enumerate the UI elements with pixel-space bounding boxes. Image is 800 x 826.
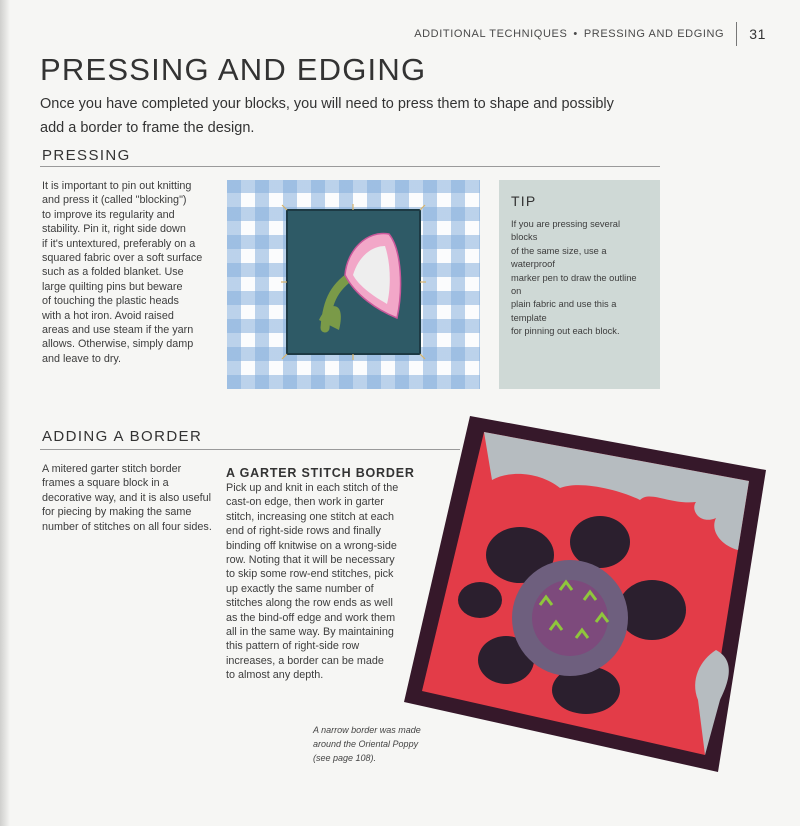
text-line: If you are pressing several blocks [511,219,621,243]
text-line: allows. Otherwise, simply damp [42,338,194,351]
text-line: this pattern of right-side row [226,640,360,653]
header-section: PRESSING AND EDGING [583,28,725,40]
text-line: number of stitches on all four sides. [42,520,212,533]
page-title: PRESSING AND EDGING [40,52,427,87]
text-line: all in the same way. By maintaining [226,626,394,639]
text-line: if it's untextured, preferably on a [42,237,196,250]
text-line: up exactly the same number of [226,582,374,595]
text-line: binding off knitwise on a wrong-side [226,539,397,552]
pinned-block-drawing [227,180,480,389]
blocking-illustration [227,180,480,389]
text-line: to improve its regularity and [42,208,175,221]
garter-body [226,481,406,683]
text-line: frames a square block in a [42,477,169,490]
text-line: A narrow border was made [313,725,421,735]
text-line: end of right-side rows and finally [226,525,381,538]
garter-heading: A GARTER STITCH BORDER [226,466,415,480]
text-line: stitch, increasing one stitch at each [226,510,395,523]
text-line: and press it (called "blocking") [42,194,187,207]
text-line: A mitered garter stitch border [42,463,182,475]
text-line: increases, a border can be made [226,654,384,667]
tip-title: TIP [511,193,537,209]
text-line: for piecing by making the same [42,506,192,519]
photo-caption [313,723,423,765]
text-line: to skip some row-end stitches, pick [226,568,394,581]
poppy-block-photo [400,410,770,778]
text-line: and leave to dry. [42,352,122,365]
tip-box [499,180,660,389]
pressing-rule [40,166,660,167]
pressing-heading: PRESSING [42,147,131,164]
text-line: decorative way, and it is also useful [42,491,212,504]
header-chapter: ADDITIONAL TECHNIQUES [414,28,568,40]
tip-text [511,218,648,339]
intro-paragraph: Once you have completed your blocks, you will need to press them to shape and possibly add a border to frame the design. [40,96,614,136]
running-header [414,22,766,46]
text-line: stitches along the row ends as well [226,597,393,610]
border-body [42,462,222,534]
text-line: row. Noting that it will be necessary [226,554,395,567]
text-line: stability. Pin it, right side down [42,223,186,236]
text-line: It is important to pin out knitting [42,180,192,192]
text-line: Pick up and knit in each stitch of the [226,482,399,494]
border-rule [40,449,460,450]
text-line: cast-on edge, then work in garter [226,496,384,509]
text-line: (see page 108). [313,753,377,763]
text-line: such as a folded blanket. Use [42,266,184,279]
text-line: for pinning out each block. [511,326,620,337]
text-line: marker pen to draw the outline on [511,272,637,297]
page-number: 31 [749,26,766,42]
page-gutter-shadow [0,0,10,826]
border-heading: ADDING A BORDER [42,428,203,445]
header-divider [736,22,737,46]
text-line: with a hot iron. Avoid raised [42,309,174,322]
poppy-center [532,580,608,656]
text-line: as the bind-off edge and work them [226,611,396,624]
text-line: squared fabric over a soft surface [42,252,203,265]
text-line: plain fabric and use this a template [511,299,617,323]
pressing-body [42,179,222,366]
header-separator: • [573,28,578,40]
text-line: of touching the plastic heads [42,295,179,308]
text-line: large quilting pins but beware [42,280,183,293]
text-line: of the same size, use a waterproof [511,245,607,270]
text-line: to almost any depth. [226,669,324,682]
text-line: areas and use steam if the yarn [42,324,194,337]
text-line: around the Oriental Poppy [313,739,419,749]
